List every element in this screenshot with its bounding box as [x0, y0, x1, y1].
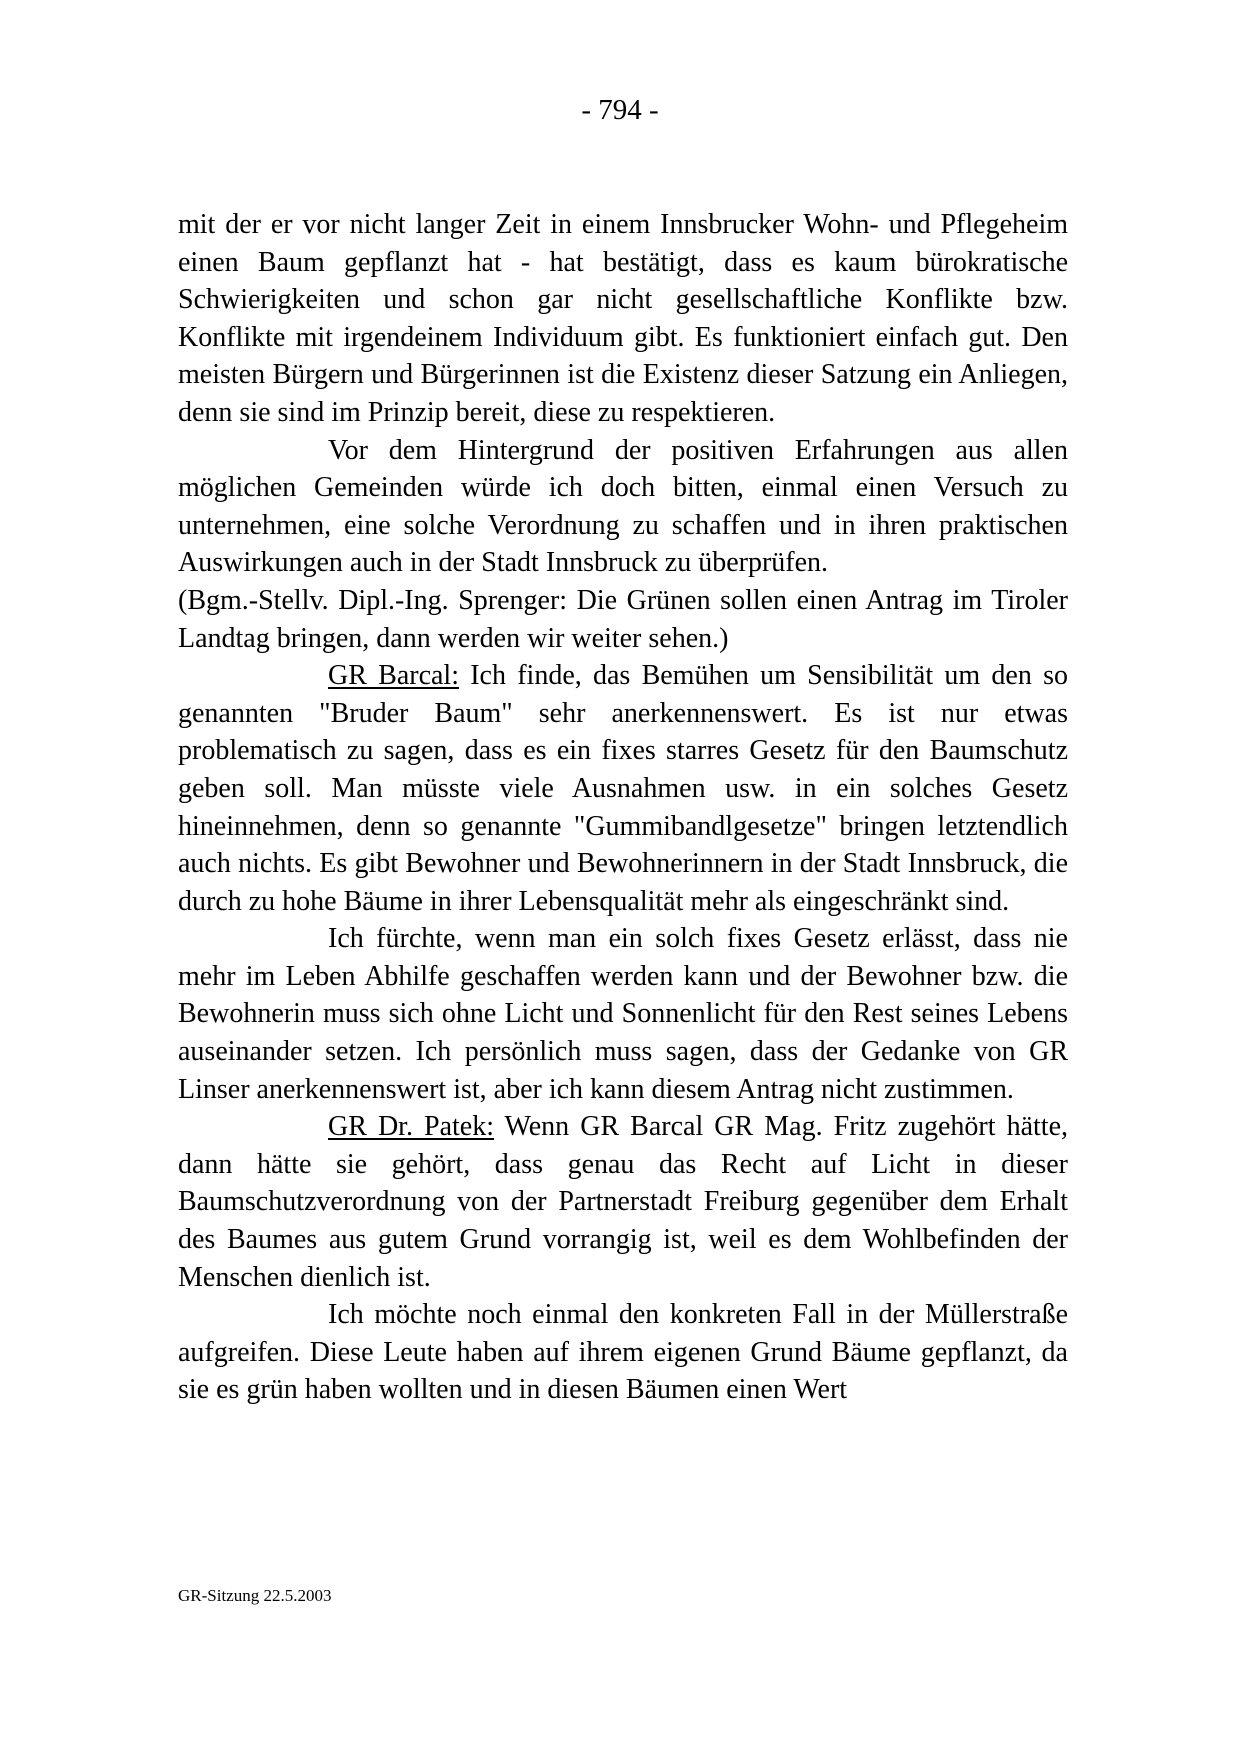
paragraph [178, 432, 1068, 582]
paragraph [178, 920, 1068, 1108]
interjection [178, 582, 1068, 657]
paragraph-text: Ich fürchte, wenn man ein solch fixes Gesetz erlässt, dass nie mehr im Leben Abhilfe geschaffen werden kann und der Bewohner bzw. die Bewohnerin muss sich ohne Licht und Sonnenlicht für den Rest seines Lebens auseinander setzen. Ich persönlich muss sagen, dass der Gedanke von GR Linser anerkennenswert ist, aber ich kann diesem Antrag nicht zustimmen. [178, 923, 1068, 1105]
paragraph-text: Ich finde, das Bemühen um Sensibilität um den so genannten "Bruder Baum" sehr anerkennenswert. Es ist nur etwas problematisch zu sagen, dass es ein fixes starres Gesetz für den Baumschutz geben soll. Man müsste viele Ausnahmen usw. in ein solches Gesetz hineinnehmen, denn so genannte "Gummibandlgesetze" bringen letztendlich auch nichts. Es gibt Bewohner und Bewohnerinnern in der Stadt Innsbruck, die durch zu hohe Bäume in ihrer Lebensqualität mehr als eingeschränkt sind. [178, 660, 1068, 917]
paragraph-text: Ich möchte noch einmal den konkreten Fall in der Müllerstraße aufgreifen. Diese Leute haben auf ihrem eigenen Grund Bäume gepflanzt, da sie es grün haben wollten und in diesen Bäumen einen Wert [178, 1299, 1068, 1406]
speaker-name: GR Barcal: [328, 660, 459, 692]
paragraph [178, 206, 1068, 432]
paragraph-text: Vor dem Hintergrund der positiven Erfahrungen aus allen möglichen Gemeinden würde ich doch bitten, einmal einen Versuch zu unternehmen, eine solche Verordnung zu schaffen und in ihren praktischen Auswirkungen auch in der Stadt Innsbruck zu überprüfen. [178, 434, 1068, 579]
paragraph-text: (Bgm.-Stellv. Dipl.-Ing. Sprenger: Die Grünen sollen einen Antrag im Tiroler Landtag bringen, dann werden wir weiter sehen.) [178, 584, 1068, 654]
speech-paragraph [178, 1108, 1068, 1296]
paragraph [178, 1296, 1068, 1409]
paragraph-text: Wenn GR Barcal GR Mag. Fritz zugehört hätte, dann hätte sie gehört, dass genau das Recht auf Licht in dieser Baumschutzverordnung von der Partnerstadt Freiburg gegenüber dem Erhalt des Baumes aus gutem Grund vorrangig ist, weil es dem Wohlbefinden der Menschen dienlich ist. [178, 1111, 1068, 1293]
speaker-name: GR Dr. Patek: [328, 1111, 494, 1143]
speech-paragraph [178, 657, 1068, 920]
footer-session-date: GR-Sitzung 22.5.2003 [178, 1586, 332, 1605]
paragraph-text: mit der er vor nicht langer Zeit in einem Innsbrucker Wohn- und Pflegeheim einen Baum gepflanzt hat - hat bestätigt, dass es kaum bürokratische Schwierigkeiten und schon gar nicht gesellschaftliche Konflikte bzw. Konflikte mit irgendeinem Individuum gibt. Es funktioniert einfach gut. Den meisten Bürgern und Bürgerinnen ist die Existenz dieser Satzung ein Anliegen, denn sie sind im Prinzip bereit, diese zu respektieren. [178, 209, 1068, 428]
body-text [178, 206, 1068, 1409]
page-number: - 794 - [581, 94, 659, 126]
